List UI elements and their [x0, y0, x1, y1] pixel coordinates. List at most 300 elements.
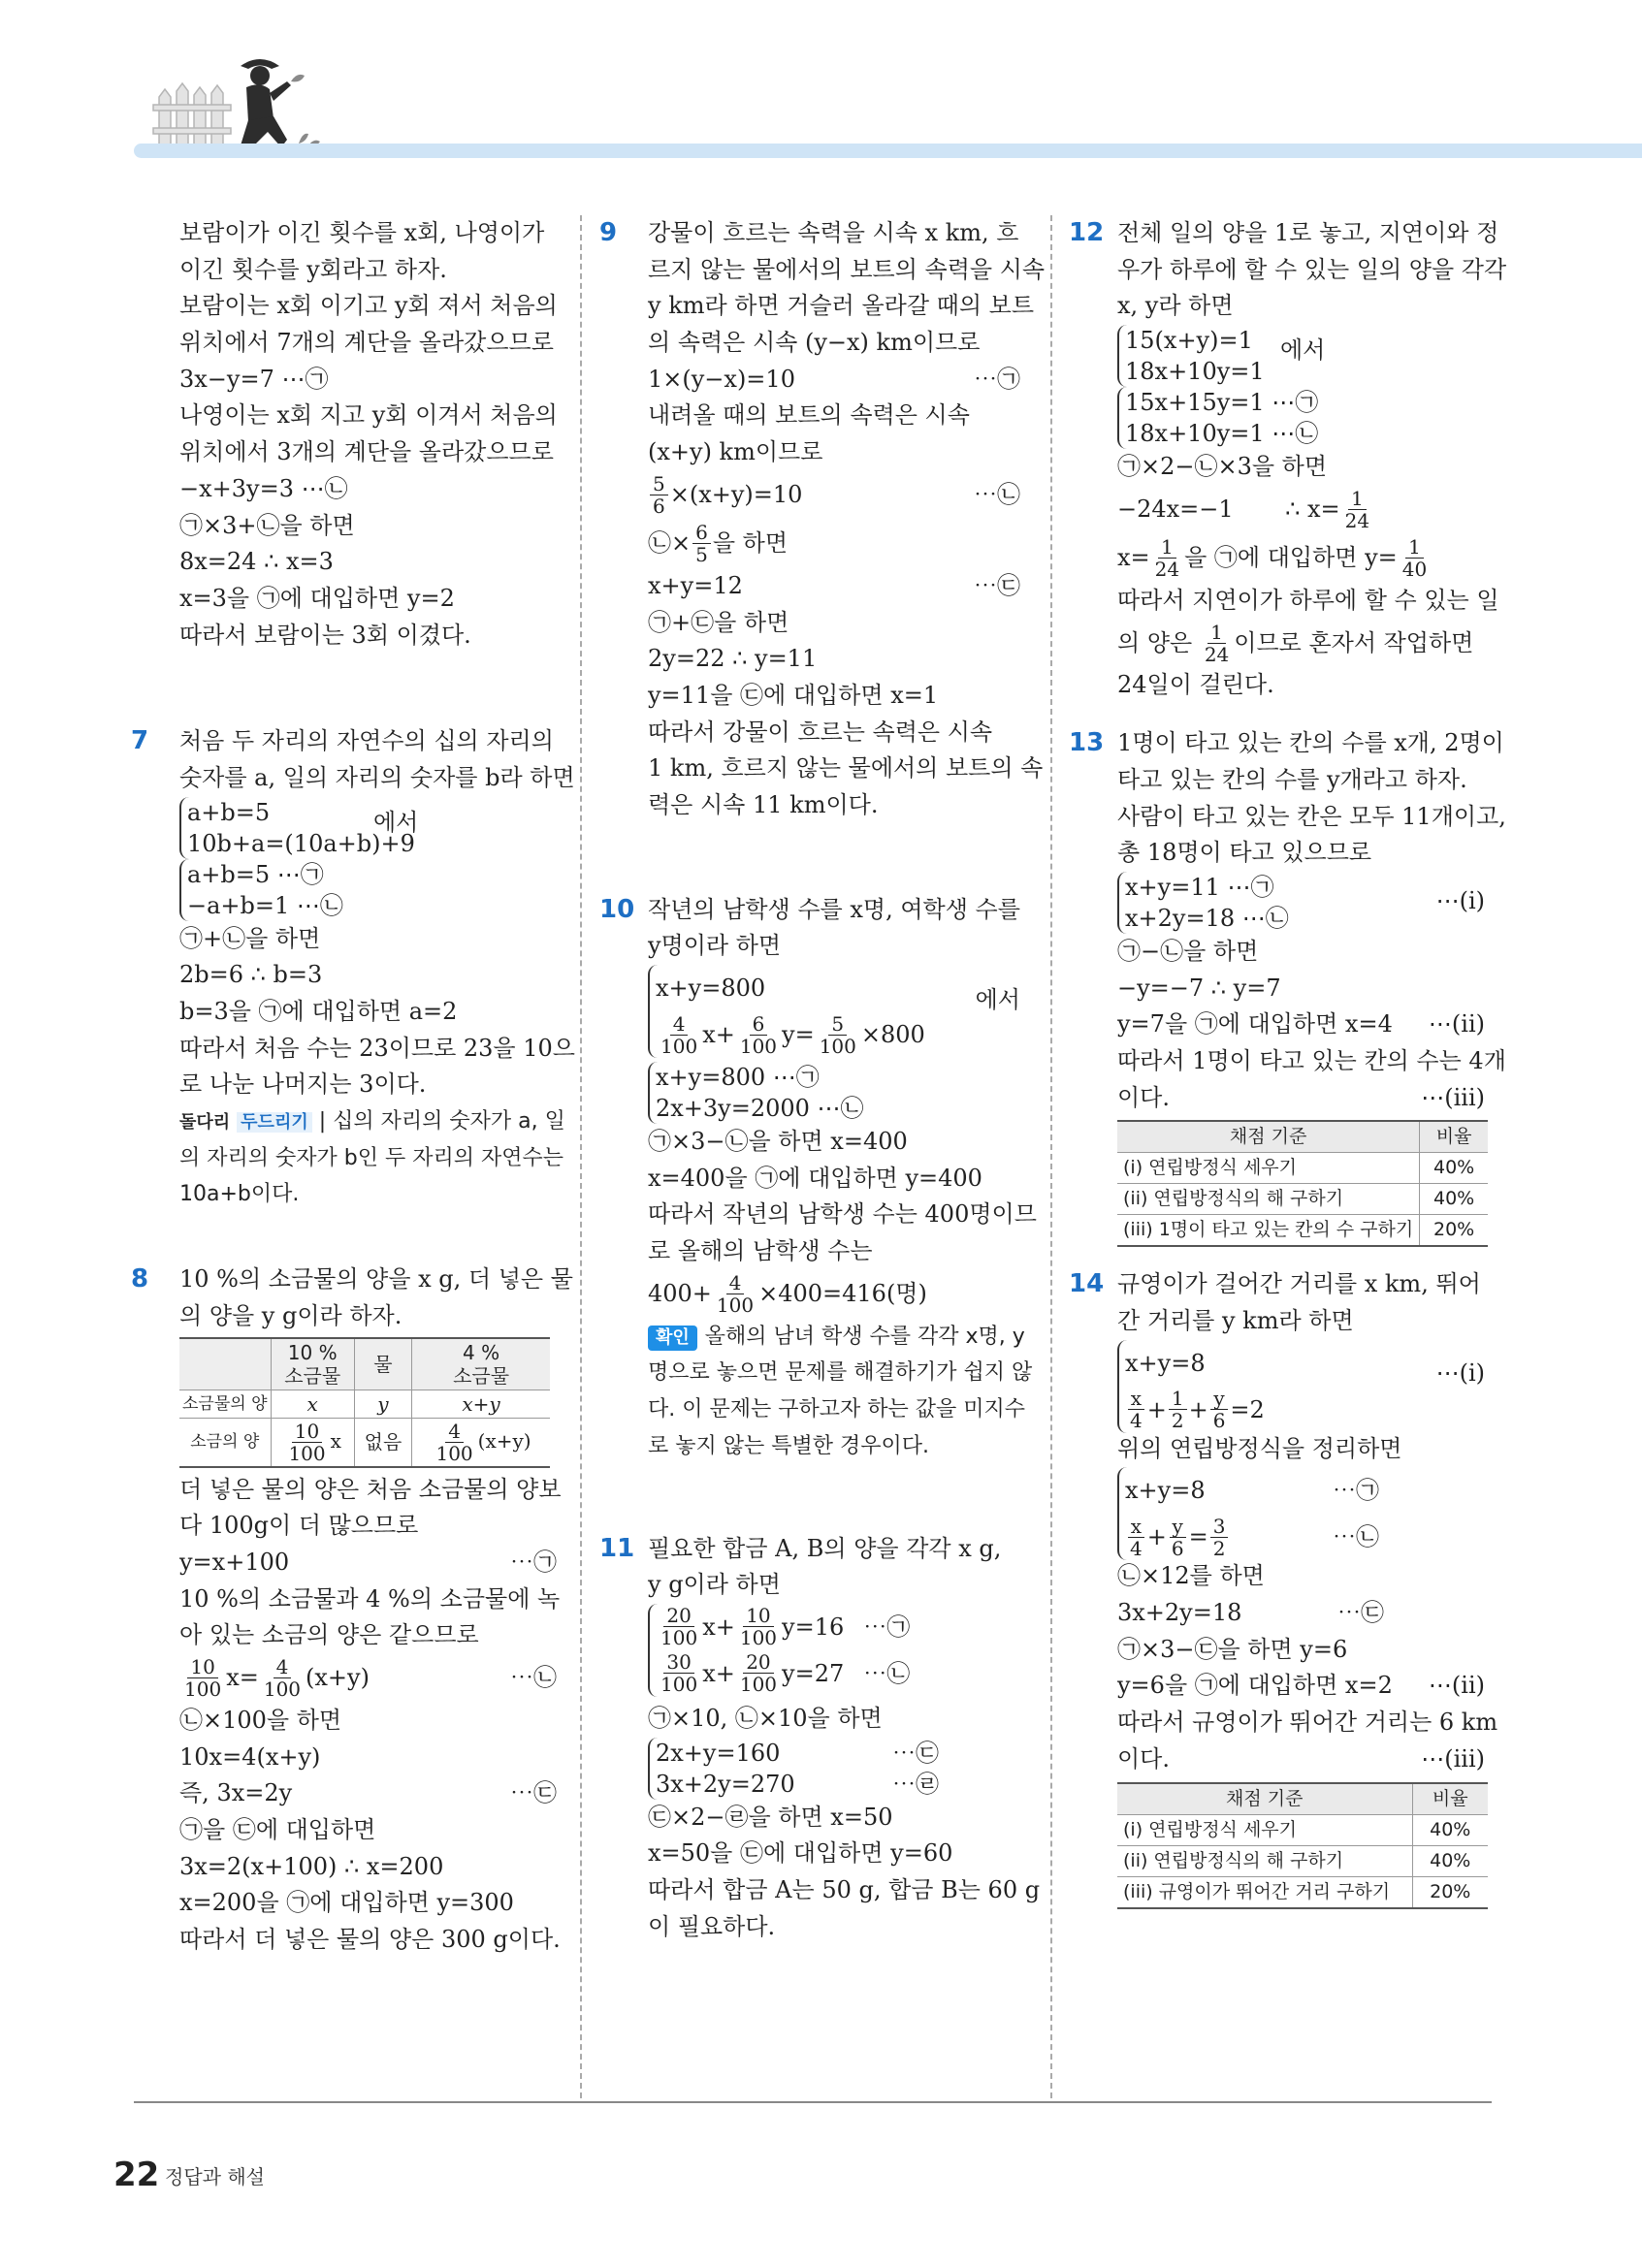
- equation-line: −y=−7 ∴ y=7: [1117, 974, 1281, 1002]
- text-line: 1 km, 흐르지 않는 물에서의 보트의 속: [648, 754, 1044, 783]
- tip-label: 두드리기: [237, 1112, 312, 1133]
- denominator: 4: [1130, 1409, 1143, 1433]
- text-line: y g이라 하면: [648, 1571, 781, 1599]
- numerator: 20: [743, 1651, 773, 1674]
- text-line: 따라서 지연이가 하루에 할 수 있는 일: [1117, 586, 1499, 614]
- table-header-cell: 채점 기준: [1117, 1783, 1412, 1815]
- numerator: y: [1170, 1516, 1186, 1538]
- system-row: 15(x+y)=1: [1125, 327, 1253, 355]
- text-line: 따라서 작년의 남학생 수는 400명이므: [648, 1200, 1037, 1229]
- table-cell: (i) 연립방정식 세우기: [1117, 1153, 1420, 1184]
- numerator: 4: [445, 1421, 464, 1443]
- equation: 즉, 3x=2y: [179, 1779, 293, 1807]
- variable: x: [330, 1428, 341, 1453]
- text-line: 따라서 보람이는 3회 이겼다.: [179, 621, 471, 649]
- table-header-cell: 비율: [1420, 1121, 1488, 1153]
- problem-9-solution: [599, 215, 1046, 824]
- text-line: 로 나눈 나머지는 3이다.: [179, 1070, 427, 1099]
- system-row: x+y=11 ⋯㉠: [1125, 873, 1274, 901]
- system-row: 18x+10y=1 ⋯㉡: [1125, 420, 1319, 448]
- equation-line: 2b=6 ∴ b=3: [179, 961, 323, 989]
- denominator: 100: [739, 1034, 778, 1058]
- table-cell: x+y: [412, 1390, 550, 1418]
- problem-12-solution: [1069, 215, 1507, 704]
- table-cell: 40%: [1412, 1845, 1488, 1876]
- table-cell: x: [271, 1390, 354, 1418]
- equation-part: (x+y): [306, 1664, 370, 1692]
- text-line: 따라서 처음 수는 23이므로 23을 10으: [179, 1034, 575, 1062]
- text-line: 위의 연립방정식을 정리하면: [1117, 1434, 1402, 1462]
- equation-line: [648, 520, 1026, 568]
- denominator: 4: [1130, 1536, 1143, 1560]
- denominator: 100: [435, 1441, 473, 1465]
- equation-tag: ⋯㉢: [974, 571, 1020, 599]
- text-line: 우가 하루에 할 수 있는 일의 양을 각각: [1117, 255, 1507, 283]
- equation-part: x+: [702, 1021, 735, 1048]
- equation-part: 을 ㉠에 대입하면 y=: [1184, 543, 1398, 571]
- table-row: [1117, 1876, 1488, 1908]
- denominator: 24: [1344, 509, 1370, 533]
- text-line: y km라 하면 거슬러 올라갈 때의 보트: [648, 292, 1035, 320]
- text-line: 숫자를 a, 일의 자리의 숫자를 b라 하면: [179, 763, 575, 791]
- system-brace: [648, 1738, 939, 1800]
- system-row: [656, 1011, 925, 1058]
- table-row: [1117, 1814, 1488, 1845]
- fraction: [1169, 1516, 1187, 1559]
- check-text: 다. 이 문제는 구하고자 하는 값을 미지수: [648, 1397, 1025, 1422]
- equation-line: 3x−y=7 ⋯㉠: [179, 365, 329, 393]
- equation-part: +: [1146, 1395, 1167, 1423]
- problem-8-solution: [131, 1262, 573, 1959]
- system-brace: [648, 1604, 910, 1697]
- step-tag: ⋯(iii): [1421, 1744, 1485, 1773]
- system-row: [656, 1604, 910, 1650]
- equation-line: [648, 362, 1026, 399]
- equation-line: [1117, 486, 1491, 534]
- fraction: [658, 1651, 700, 1695]
- equation-system: [179, 797, 563, 859]
- text-line: x=3을 ㉠에 대입하면 y=2: [179, 584, 455, 612]
- text: y=7을 ㉠에 대입하면 x=4: [1117, 1010, 1393, 1038]
- system-row: [1125, 1514, 1379, 1560]
- variable: (x+y): [477, 1428, 531, 1453]
- denominator: 100: [739, 1626, 778, 1650]
- system-row: [1125, 1387, 1265, 1433]
- text-line: 24일이 걸린다.: [1117, 671, 1274, 699]
- system-row: x+y=800 ⋯㉠: [656, 1064, 820, 1091]
- denominator: 100: [819, 1034, 856, 1058]
- fraction: [737, 1651, 780, 1695]
- text-line: 력은 시속 11 km이다.: [648, 790, 879, 818]
- table-cell: 없음: [354, 1418, 411, 1467]
- equation-part: =: [1188, 1523, 1208, 1551]
- column-middle: [599, 215, 1046, 1945]
- system-row: [656, 1738, 939, 1769]
- numerator: 3: [1210, 1516, 1229, 1538]
- numerator: 1: [1169, 1388, 1187, 1410]
- table-row: [1117, 1215, 1488, 1247]
- equation-system: [179, 859, 563, 921]
- tip-text: | 십의 자리의 숫자가 a, 일: [318, 1109, 565, 1134]
- table-header-cell: 10 % 소금물: [271, 1338, 354, 1390]
- text-line: ㉠+㉡을 하면: [179, 924, 321, 952]
- equation-system: [1117, 1340, 1491, 1431]
- check-text: 로 놓지 않는 특별한 경우이다.: [648, 1433, 929, 1458]
- step-tag: ⋯(i): [1435, 886, 1485, 914]
- tip-box: [179, 1103, 563, 1140]
- numerator: x: [1128, 1516, 1144, 1538]
- fraction: [737, 1605, 780, 1648]
- table-cell: 40%: [1412, 1814, 1488, 1845]
- equation-line: [648, 471, 1026, 520]
- equation-part: 을 하면: [712, 528, 789, 557]
- equation-part: 의 양은: [1117, 628, 1200, 656]
- denominator: 6: [653, 495, 665, 519]
- equation-tag: ⋯㉢: [510, 1779, 557, 1807]
- check-label: 확인: [648, 1326, 697, 1351]
- footer-divider: [134, 2101, 1492, 2103]
- fraction: [1152, 536, 1182, 580]
- text-line: ㉠×3−㉢을 하면 y=6: [1117, 1635, 1348, 1663]
- denominator: 100: [660, 1673, 698, 1697]
- tip-text: 10a+b이다.: [179, 1182, 300, 1207]
- tip-text: 의 자리의 숫자가 b인 두 자리의 자연수는: [179, 1145, 563, 1170]
- equation-part: y=16: [782, 1613, 845, 1641]
- text-line: 아 있는 소금의 양은 같으므로: [179, 1621, 479, 1649]
- numerator: 10: [187, 1656, 217, 1678]
- equation-system: [1117, 872, 1491, 934]
- column-right: [1069, 215, 1507, 1917]
- text-line: 이 필요하다.: [648, 1912, 776, 1940]
- text-line: ㉠×2−㉡×3을 하면: [1117, 453, 1328, 481]
- equation: 3x+2y=270: [656, 1770, 795, 1798]
- text-line: [1117, 1080, 1491, 1117]
- problem-number: 11: [599, 1533, 635, 1563]
- problem-number: 9: [599, 218, 618, 247]
- fraction: [658, 1605, 700, 1648]
- problem-10-solution: [599, 892, 1037, 1465]
- equation-line: [648, 568, 1026, 605]
- system-brace: [648, 965, 925, 1058]
- equation-line: [179, 1654, 563, 1703]
- equation-line: 3x=2(x+100) ∴ x=200: [179, 1852, 444, 1880]
- system-brace: [1117, 1340, 1265, 1433]
- text: 이다.: [1117, 1083, 1170, 1111]
- numerator: 1: [1348, 488, 1367, 510]
- table-header-cell: 비율: [1412, 1783, 1488, 1815]
- equation-system: [648, 1738, 1026, 1800]
- denominator: 100: [739, 1673, 778, 1697]
- equation-tag: ⋯㉡: [1333, 1523, 1379, 1551]
- text-line: 다 100g이 더 많으므로: [179, 1512, 419, 1540]
- step-tag: ⋯(ii): [1428, 1672, 1485, 1700]
- equation-part: ×(x+y)=10: [669, 480, 803, 508]
- table-cell: [412, 1418, 550, 1467]
- denominator: 6: [1171, 1536, 1184, 1560]
- problem-number: 8: [131, 1264, 149, 1294]
- equation-line: −x+3y=3 ⋯㉡: [179, 474, 348, 502]
- equation: 3x+2y=18: [1117, 1599, 1242, 1627]
- column-divider: [580, 215, 582, 2098]
- system-row: 15x+15y=1 ⋯㉠: [1125, 389, 1319, 417]
- text-line: [1117, 1668, 1491, 1705]
- equation-system: [1117, 325, 1491, 387]
- equation-part: x=: [1117, 543, 1150, 571]
- equation-line: [648, 1270, 1026, 1319]
- denominator: 24: [1204, 642, 1230, 666]
- system-row: 10b+a=(10a+b)+9: [187, 829, 415, 857]
- system-brace: [1117, 1467, 1379, 1560]
- problem-number: 12: [1069, 218, 1105, 247]
- numerator: 4: [274, 1656, 292, 1678]
- equation-tag: ⋯㉡: [510, 1663, 557, 1691]
- table-cell: (ii) 연립방정식의 해 구하기: [1117, 1184, 1420, 1215]
- text-line: [1117, 1006, 1491, 1043]
- text-line: ㉠×10, ㉡×10을 하면: [648, 1704, 883, 1732]
- text-line: 이긴 횟수를 y회라고 하자.: [179, 255, 447, 283]
- table-cell: 40%: [1420, 1153, 1488, 1184]
- system-row: 2x+3y=2000 ⋯㉡: [656, 1095, 864, 1122]
- fraction: [433, 1421, 475, 1464]
- numerator: 20: [663, 1605, 693, 1627]
- text-line: 전체 일의 양을 1로 놓고, 지연이와 정: [1117, 219, 1499, 246]
- equation-line: 10x=4(x+y): [179, 1742, 321, 1771]
- equation-part: +: [1188, 1395, 1208, 1423]
- fraction: [817, 1013, 859, 1057]
- numerator: 30: [663, 1651, 693, 1674]
- salt-table: [179, 1337, 550, 1468]
- text-line: ㉠을 ㉢에 대입하면: [179, 1816, 376, 1843]
- text-line: x=50을 ㉢에 대입하면 y=60: [648, 1839, 953, 1868]
- equation: 2x+y=160: [656, 1739, 781, 1767]
- equation-tag: ⋯㉢: [892, 1739, 939, 1767]
- check-note: [648, 1319, 1026, 1356]
- table-row: [1117, 1153, 1488, 1184]
- text-line: 위치에서 3개의 계단을 올라갔으므로: [179, 438, 554, 466]
- system-suffix: 에서: [373, 808, 419, 836]
- table-header-row: [179, 1338, 550, 1390]
- step-tag: ⋯(i): [1435, 1358, 1485, 1387]
- text-line: ㉢×2−㉣을 하면 x=50: [648, 1803, 893, 1831]
- row-label: 소금의 양: [179, 1418, 271, 1467]
- numerator: 10: [743, 1605, 773, 1627]
- text-line: 따라서 규영이가 뛰어간 거리는 6 km: [1117, 1709, 1498, 1737]
- text-line: ㉠×3+㉡을 하면: [179, 511, 355, 539]
- system-suffix: 에서: [975, 986, 1020, 1013]
- equation-part: ×800: [860, 1021, 925, 1048]
- text-line: x=200을 ㉠에 대입하면 y=300: [179, 1889, 514, 1917]
- text-line: 르지 않는 물에서의 보트의 속력을 시속: [648, 255, 1046, 283]
- table-cell: y: [354, 1390, 411, 1418]
- text-line: 따라서 합금 A는 50 g, 합금 B는 60 g: [648, 1875, 1041, 1903]
- equation-part: 이므로 혼자서 작업하면: [1234, 628, 1474, 656]
- fraction: [1202, 622, 1232, 665]
- fraction: [1127, 1388, 1145, 1431]
- table-header-cell: 채점 기준: [1117, 1121, 1420, 1153]
- text-line: 따라서 1명이 타고 있는 칸의 수는 4개: [1117, 1046, 1506, 1074]
- denominator: 100: [263, 1677, 302, 1702]
- numerator: 5: [828, 1013, 847, 1036]
- equation-line: [179, 1775, 563, 1812]
- fraction: [1210, 1388, 1229, 1431]
- numerator: 10: [292, 1421, 322, 1443]
- table-cell: 20%: [1412, 1876, 1488, 1908]
- problem-number: 14: [1069, 1269, 1105, 1299]
- denominator: 2: [1171, 1409, 1184, 1433]
- denominator: 6: [1212, 1409, 1226, 1433]
- fraction: [1169, 1388, 1187, 1431]
- system-row: [656, 1650, 910, 1697]
- numerator: x: [1128, 1388, 1144, 1410]
- system-brace: [1117, 872, 1289, 934]
- problem-13-solution: [1069, 725, 1506, 1247]
- problem-number: 7: [131, 726, 149, 756]
- equation-tag: ⋯㉠: [863, 1613, 911, 1641]
- fraction: [650, 473, 668, 517]
- column-left: [131, 215, 575, 1959]
- text-line: 의 양을 y g이라 하자.: [179, 1301, 402, 1329]
- text-line: 타고 있는 칸의 수를 y개라고 하자.: [1117, 765, 1467, 793]
- numerator: 5: [650, 473, 668, 495]
- text-line: 처음 두 자리의 자연수의 십의 자리의: [179, 727, 554, 755]
- equation-part: x+: [702, 1659, 735, 1687]
- fraction: [1400, 536, 1430, 580]
- fraction: [737, 1013, 780, 1057]
- system-brace: [1117, 325, 1265, 387]
- table-header-row: [1117, 1121, 1488, 1153]
- table-header-cell: [179, 1338, 271, 1390]
- table-header-row: [1117, 1783, 1488, 1815]
- column-divider: [1050, 215, 1052, 2098]
- denominator: 2: [1212, 1536, 1226, 1560]
- denominator: 24: [1154, 558, 1180, 582]
- system-suffix: 에서: [1280, 336, 1326, 365]
- denominator: 100: [716, 1294, 755, 1318]
- fraction: [692, 522, 711, 565]
- equation-tag: ⋯㉣: [892, 1770, 939, 1798]
- table-cell: [271, 1418, 354, 1467]
- denominator: 5: [695, 543, 708, 567]
- footer-label: 정답과 해설: [165, 2165, 265, 2188]
- text-line: 따라서 강물이 흐르는 속력은 시속: [648, 718, 993, 746]
- numerator: 1: [1158, 536, 1176, 559]
- table-row: [179, 1390, 550, 1418]
- fraction: [1127, 1516, 1145, 1559]
- equation-line: [1117, 619, 1491, 667]
- text-line: ㉡×12를 하면: [1117, 1562, 1265, 1590]
- problem-7-solution: [131, 723, 575, 1213]
- table-row: [1117, 1184, 1488, 1215]
- system-row: x+2y=18 ⋯㉡: [1125, 904, 1289, 932]
- text-line: ㉡×100을 하면: [179, 1706, 342, 1734]
- equation-tag: ⋯㉠: [510, 1548, 557, 1576]
- table-cell: 40%: [1420, 1184, 1488, 1215]
- text-line: 의 속력은 시속 (y−x) km이므로: [648, 329, 981, 357]
- text: y=6을 ㉠에 대입하면 x=2: [1117, 1672, 1393, 1700]
- equation: y=x+100: [179, 1548, 290, 1576]
- equation-line: [1117, 534, 1491, 583]
- system-row: −a+b=1 ⋯㉡: [187, 891, 343, 919]
- fraction: [658, 1013, 700, 1057]
- equation-line: [1117, 1595, 1491, 1632]
- check-text: 명으로 놓으면 문제를 해결하기가 쉽지 않: [648, 1360, 1033, 1386]
- table-header-cell: 물: [354, 1338, 411, 1390]
- denominator: 100: [288, 1441, 326, 1465]
- table-cell: 20%: [1420, 1215, 1488, 1247]
- denominator: 100: [184, 1677, 222, 1702]
- equation-tag: ⋯㉠: [974, 365, 1020, 393]
- equation: 1×(y−x)=10: [648, 365, 795, 393]
- system-row: x+y=800: [656, 974, 766, 1002]
- equation-tag: ⋯㉢: [1337, 1599, 1384, 1627]
- page-number: 22: [113, 2156, 160, 2194]
- text-line: 강물이 흐르는 속력을 시속 x km, 흐: [648, 219, 1019, 246]
- equation-line: [179, 1545, 563, 1581]
- text-line: 작년의 남학생 수를 x명, 여학생 수를: [648, 895, 1020, 923]
- equation-system: [648, 1604, 1026, 1701]
- text-line: ㉠+㉢을 하면: [648, 608, 789, 636]
- denominator: 100: [660, 1034, 698, 1058]
- text-line: 간 거리를 y km라 하면: [1117, 1307, 1354, 1334]
- equation-part: 400+: [648, 1279, 712, 1307]
- system-brace: [648, 1062, 864, 1124]
- equation-part: y=: [782, 1021, 815, 1048]
- text-line: ㉠−㉡을 하면: [1117, 937, 1259, 965]
- numerator: 1: [1405, 536, 1424, 559]
- table-row: [179, 1418, 550, 1467]
- step-tag: ⋯(ii): [1428, 1010, 1485, 1038]
- step-tag: ⋯(iii): [1421, 1083, 1485, 1111]
- fraction: [1342, 488, 1372, 531]
- text-line: 나영이는 x회 지고 y회 이겨서 처음의: [179, 401, 558, 430]
- equation-line: 2y=22 ∴ y=11: [648, 645, 818, 673]
- numerator: y: [1210, 1388, 1227, 1410]
- text-line: x=400을 ㉠에 대입하면 y=400: [648, 1164, 982, 1192]
- scoring-rubric-table: [1117, 1782, 1488, 1909]
- denominator: 100: [660, 1626, 698, 1650]
- equation-part: +: [1146, 1523, 1167, 1551]
- equation-part: x=: [226, 1664, 259, 1692]
- table-header-cell: 4 % 소금물: [412, 1338, 550, 1390]
- fraction: [181, 1656, 224, 1700]
- text-line: ㉠×3−㉡을 하면 x=400: [648, 1128, 908, 1155]
- text-line: 보람이는 x회 이기고 y회 져서 처음의: [179, 292, 558, 320]
- row-label: 소금물의 양: [179, 1390, 271, 1418]
- system-brace: [179, 859, 343, 921]
- text-line: 내려올 때의 보트의 속력은 시속: [648, 401, 970, 430]
- problem-number: 13: [1069, 728, 1105, 758]
- equation-system: [1117, 1467, 1491, 1558]
- table-cell: (iii) 1명이 타고 있는 칸의 수 구하기: [1117, 1215, 1420, 1247]
- equation-system: [648, 965, 1026, 1062]
- numerator: 6: [692, 522, 711, 544]
- equation-part: ×400=416(명): [758, 1279, 927, 1307]
- equation-part: y=27: [782, 1659, 845, 1687]
- problem-number: 10: [599, 894, 635, 924]
- equation-part: x+: [702, 1613, 735, 1641]
- system-row: [656, 1769, 939, 1800]
- problem-14-solution: [1069, 1266, 1498, 1908]
- text-line: 위치에서 7개의 계단을 올라갔으므로: [179, 329, 554, 357]
- check-text: 올해의 남녀 학생 수를 각각 x명, y: [704, 1324, 1025, 1349]
- text: 이다.: [1117, 1744, 1170, 1773]
- text-line: 총 18명이 타고 있으므로: [1117, 839, 1372, 867]
- text-line: 10 %의 소금물의 양을 x g, 더 넣은 물: [179, 1265, 573, 1294]
- text-line: y명이라 하면: [648, 932, 782, 960]
- text-line: 1명이 타고 있는 칸의 수를 x개, 2명이: [1117, 729, 1504, 757]
- header-bar: [134, 144, 1642, 158]
- system-row: x+y=8: [1125, 1349, 1206, 1377]
